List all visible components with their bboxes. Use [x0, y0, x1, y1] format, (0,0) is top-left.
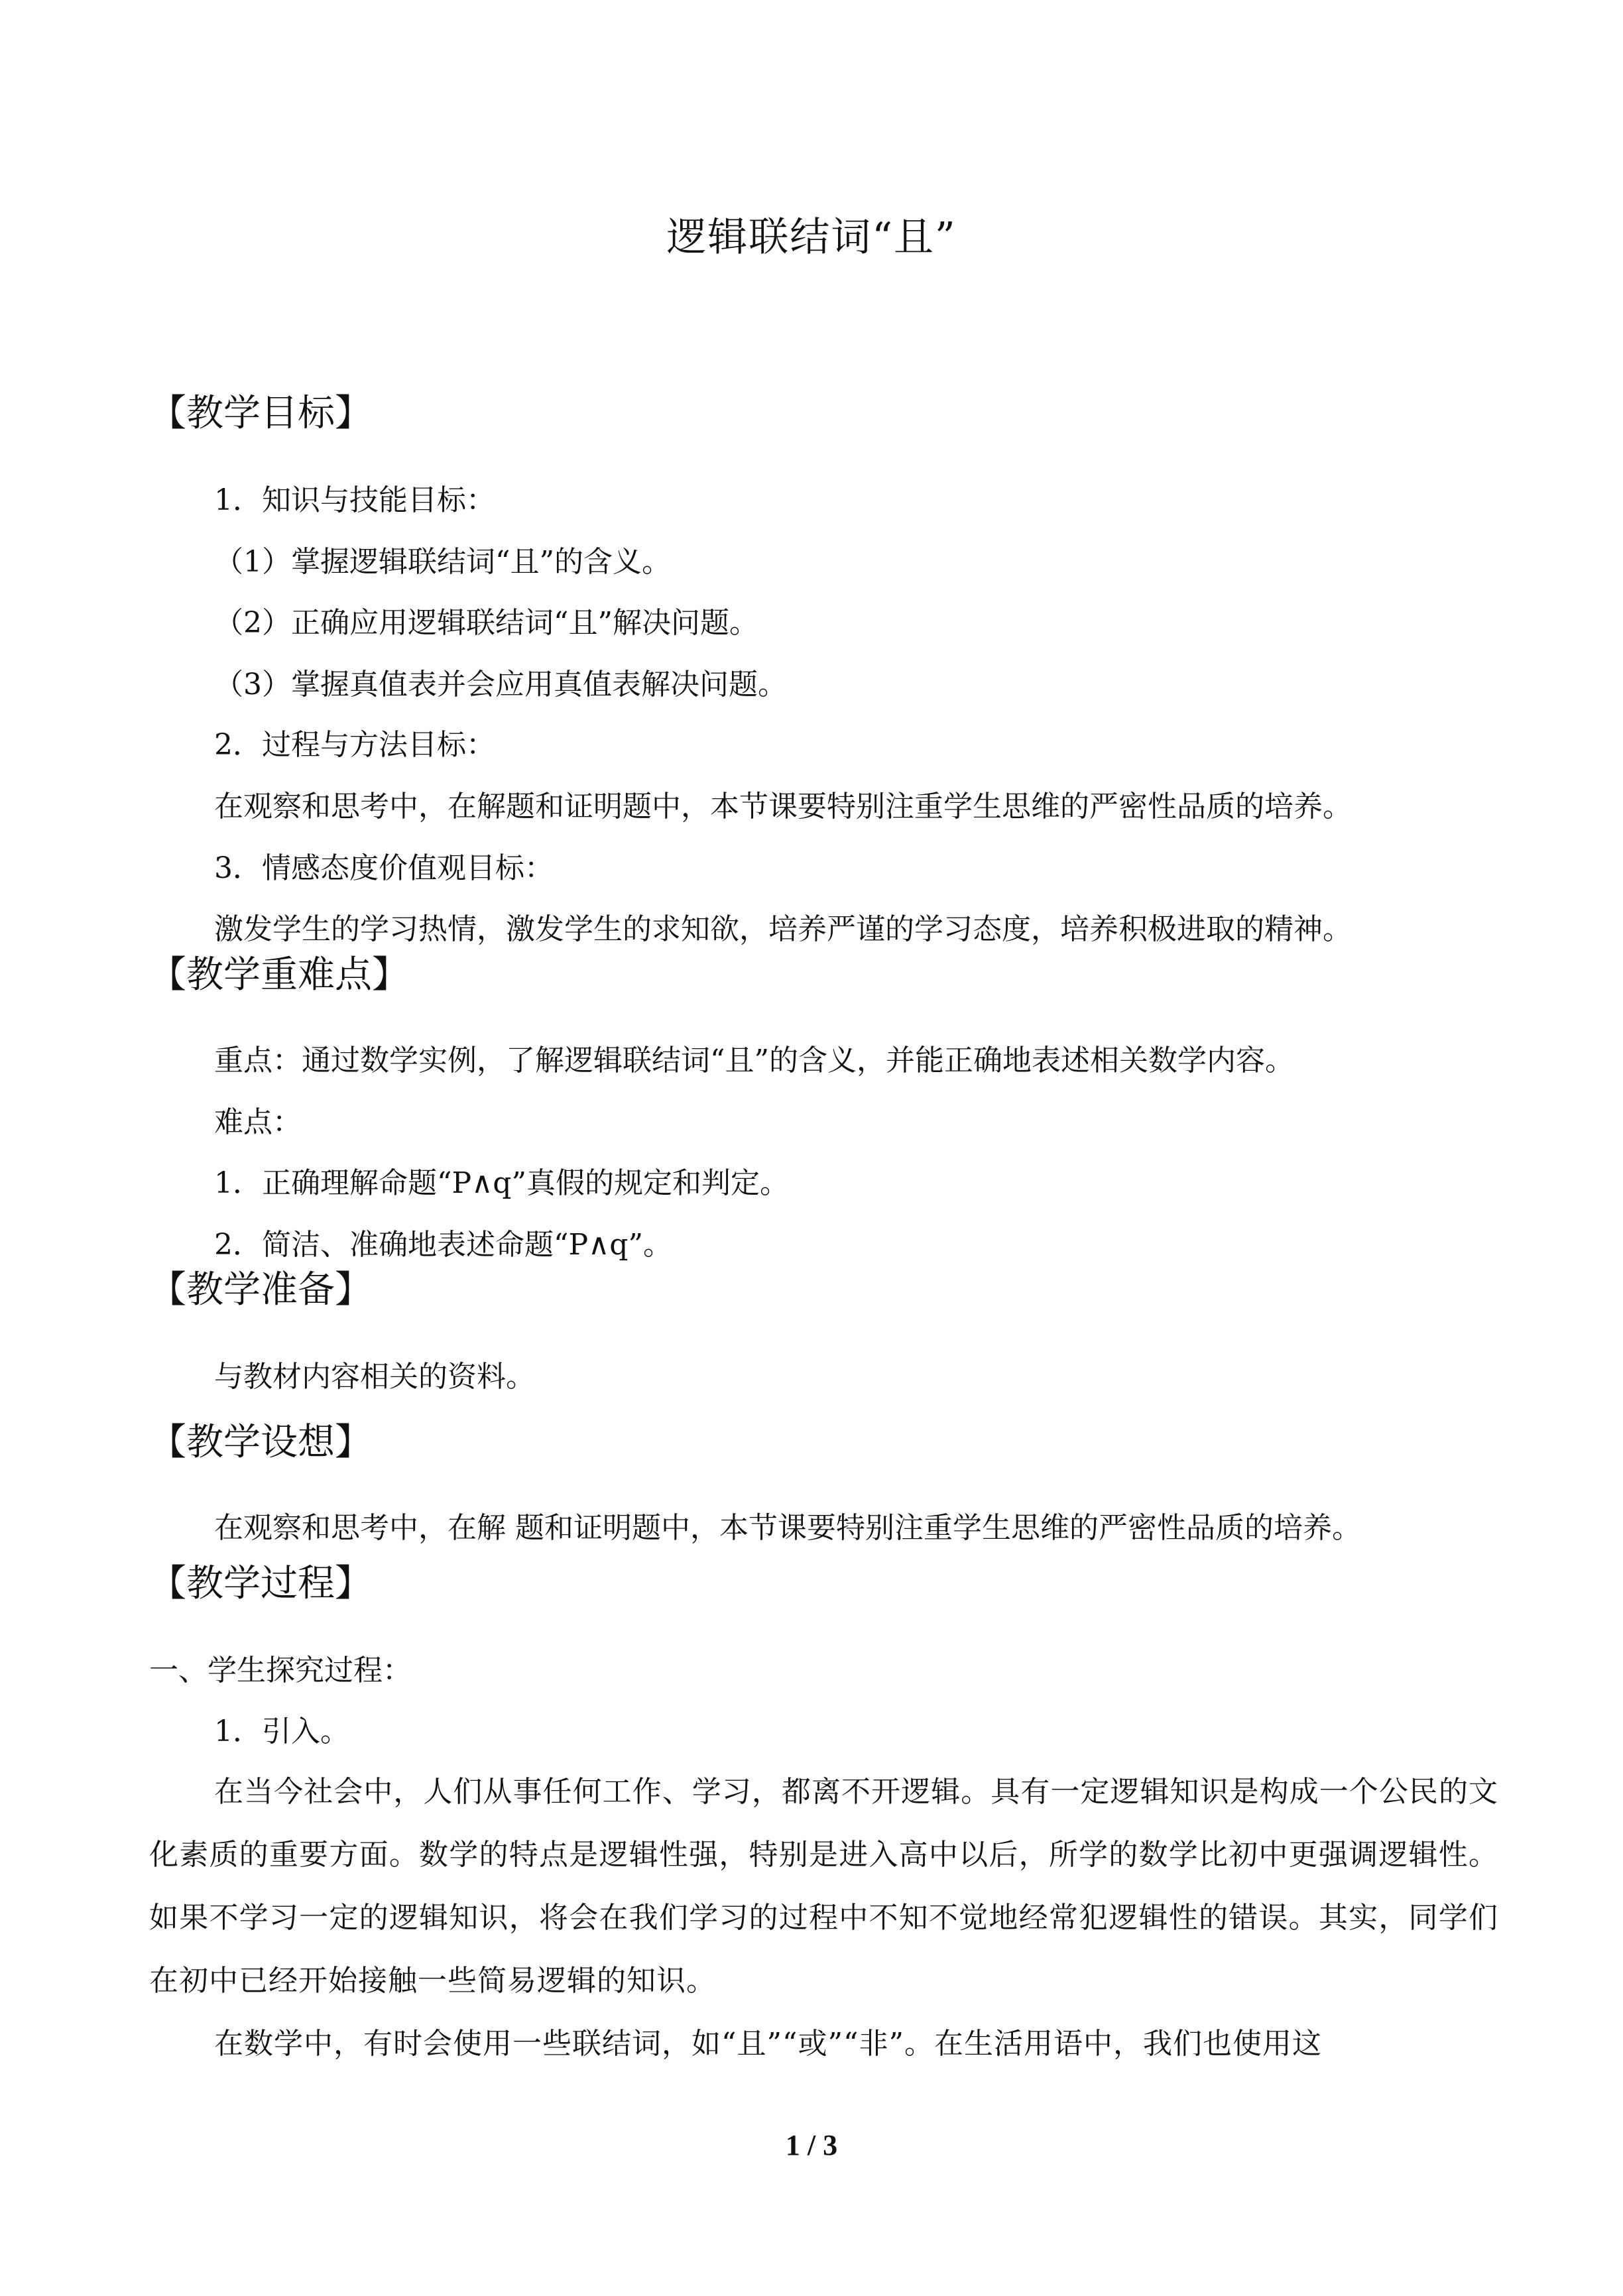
- objective-item: （2）正确应用逻辑联结词“且”解决问题。: [214, 606, 758, 640]
- objective-item: 1．知识与技能目标：: [214, 483, 495, 517]
- page-number: 1 / 3: [785, 2129, 838, 2161]
- key-point-item: 难点：: [214, 1105, 302, 1139]
- key-point-item: 重点：通过数学实例，了解逻辑联结词“且”的含义，并能正确地表述相关数学内容。: [214, 1044, 1294, 1077]
- objective-item: 激发学生的学习热情，激发学生的求知欲，培养严谨的学习态度，培养积极进取的精神。: [214, 912, 1352, 946]
- objective-item: 3．情感态度价值观目标：: [214, 851, 554, 885]
- objective-item: （3）掌握真值表并会应用真值表解决问题。: [214, 668, 787, 701]
- objective-item: （1）掌握逻辑联结词“且”的含义。: [214, 545, 671, 579]
- heading-key-points: 【教学重难点】: [149, 953, 409, 997]
- document-title: 逻辑联结词“且”: [666, 214, 957, 261]
- process-paragraph: 在当今社会中，人们从事任何工作、学习，都离不开逻辑。具有一定逻辑知识是构成一个公民的文化素质的重要方面。数学的特点是逻辑性强，特别是进入高中以后，所学的数学比初中更强调逻辑性。如果不学习一定的逻辑知识，将会在我们学习的过程中不知不觉地经常犯逻辑性的错误。其实，同学们在初中已经开始接触一些简易逻辑的知识。: [149, 1775, 1498, 1998]
- preparation-item: 与教材内容相关的资料。: [214, 1360, 535, 1394]
- key-point-item: 1．正确理解命题“P∧q”真假的规定和判定。: [214, 1166, 789, 1200]
- concept-item: 在观察和思考中，在解 题和证明题中，本节课要特别注重学生思维的严密性品质的培养。: [214, 1511, 1361, 1545]
- heading-preparation: 【教学准备】: [149, 1268, 372, 1311]
- process-paragraph: 在数学中，有时会使用一些联结词，如“且”“或”“非”。在生活用语中，我们也使用这: [214, 2027, 1322, 2061]
- objective-item: 在观察和思考中，在解题和证明题中，本节课要特别注重学生思维的严密性品质的培养。: [214, 790, 1352, 823]
- key-point-item: 2．简洁、准确地表述命题“P∧q”。: [214, 1228, 672, 1262]
- process-subheading: 一、学生探究过程：: [149, 1654, 412, 1687]
- heading-concept: 【教学设想】: [149, 1421, 372, 1464]
- heading-objectives: 【教学目标】: [149, 392, 372, 435]
- objective-item: 2．过程与方法目标：: [214, 728, 495, 762]
- process-step: 1．引入。: [214, 1715, 349, 1748]
- heading-process: 【教学过程】: [149, 1562, 372, 1605]
